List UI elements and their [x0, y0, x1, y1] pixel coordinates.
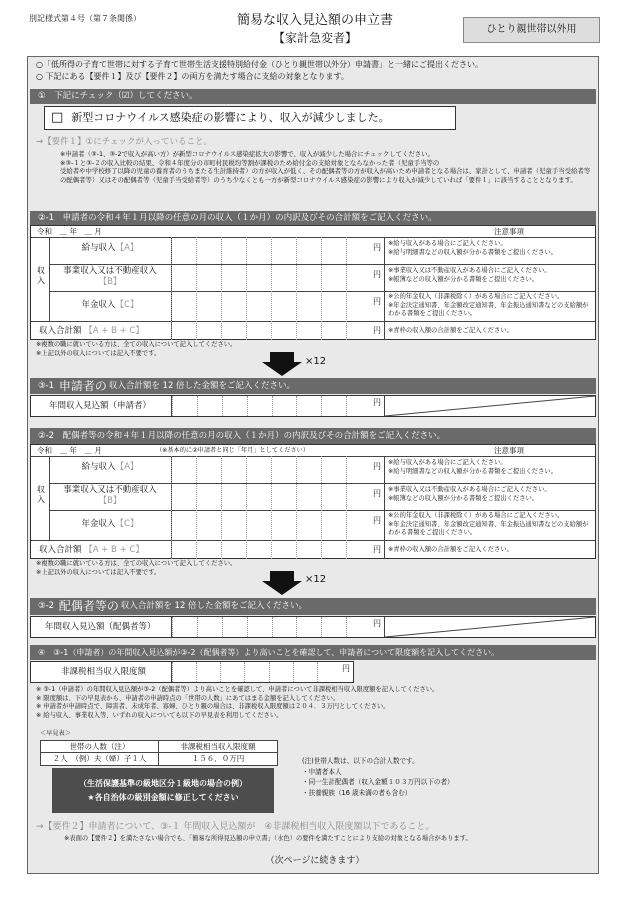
section4-header: ④ ③-1（申請者）の年間収入見込額が③-2（配偶者等）より高いことを確認して、申請者について限度額を記入してください。	[30, 645, 596, 660]
yen-unit: 円	[342, 664, 350, 673]
page-subtitle: 【家計急変者】	[272, 31, 357, 45]
quick-row-limit: １５６．０万円	[159, 753, 278, 765]
form-number: 別記様式第４号（第７条関係）	[29, 14, 141, 23]
household-count-notes: (注)世帯人数は、以下の合計人数です。 ・申請者本人 ・同一生計配偶者（収入金額１０３万円以下の者） ・扶養親族（16 歳未満の者も含む）	[302, 757, 454, 797]
annual-income-applicant-input[interactable]	[171, 396, 371, 416]
yen-unit: 円	[373, 243, 381, 252]
yen-unit: 円	[373, 297, 381, 306]
section2-1-header: ②-1 申請者の令和４年１月以降の任意の月の収入（１か月）の内訳及びその合計額をご記入ください。	[30, 211, 596, 225]
annual-income-applicant-row	[30, 395, 596, 417]
salary-note: ※給与収入がある場合にご記入ください。 ※給与明細書などの収入額が分かる書類をご提出ください。	[388, 240, 557, 256]
quick-header-people: 世帯の人数（注）	[41, 741, 159, 753]
section3-2-header: ③-2 配偶者等の 収入合計額を 12 倍した金額をご記入ください。	[30, 598, 596, 615]
total-note: ※青枠の収入額の合計額をご記入ください。	[388, 327, 513, 334]
business-income-label: 事業収入又は不動産収入 【B】	[63, 485, 157, 506]
quick-header-limit: 非課税相当収入限度額	[159, 741, 278, 753]
local-adjustment-banner: （生活保護基準の級地区分１級地の場合の例） ★各自治体の級別金額に修正してください	[52, 768, 274, 813]
limit-amount-label: 非課税相当収入限度額	[61, 667, 147, 677]
diagonal-slash	[385, 617, 595, 637]
checkbox-label: 新型コロナウイルス感染症の影響により、収入が減少しました。	[71, 111, 390, 125]
limit-amount-input[interactable]	[171, 662, 341, 682]
req1-note: ※申請者（③-1、③-2で収入が高い方）が新型コロナウイルス感染症拡大の影響で、収入が減少した場合にチェックしてください。	[60, 150, 434, 158]
checkbox[interactable]: □	[51, 109, 64, 125]
pension-note: ※公的年金収入（非課税除く）がある場合にご記入ください。 ※年金決定通知書、年金額改定通知書、年金振込通知書などの支給額がわかる書類をご提出ください。	[388, 293, 589, 317]
date-label: 令和 ＿ 年 ＿ 月	[37, 446, 102, 455]
intro-line-2: ○ 下記にある【要件１】及び【要件２】の両方を満たす場合に支給の対象となります。	[36, 72, 349, 81]
salary-income-label: 給与収入【A】	[81, 462, 139, 472]
annual-income-spouse-label: 年間収入見込額（配偶者等）	[45, 622, 156, 632]
down-arrow-icon	[262, 571, 302, 595]
date-note: （※基本的に②申請者と同じ「年月」としてください）	[156, 447, 310, 454]
form-type-badge: ひとり親世帯以外用	[463, 17, 600, 43]
pension-note: ※公的年金収入（非課税除く）がある場合にご記入ください。 ※年金決定通知書、年金額改定通知書、年金振込通知書などの支給額がわかる書類をご提出ください。	[388, 512, 589, 536]
salary-income-label: 給与収入【A】	[81, 243, 139, 253]
total-income-label: 収入合計額 【A + B + C】	[39, 326, 144, 336]
amount-cells[interactable]	[171, 237, 371, 340]
annual-income-applicant-label: 年間収入見込額（申請者）	[49, 401, 152, 411]
requirement2-note: ※表面の【要件２】を満たさない場合でも、「簡易な所得見込額の申立書」（水色）の要件を満たすことにより支給の対象となる場合があります。	[64, 835, 472, 842]
yen-unit: 円	[373, 619, 381, 628]
yen-unit: 円	[373, 398, 381, 407]
page-title: 簡易な収入見込額の申立書	[236, 13, 393, 28]
total-income-label: 収入合計額 【A + B + C】	[39, 545, 144, 555]
section2-2-header: ②-2 配偶者等の令和４年１月以降の任意の月の収入（１か月）の内訳及びその合計額をご記入ください。	[30, 428, 596, 444]
business-income-label: 事業収入又は不動産収入 【B】	[63, 266, 157, 287]
diagonal-slash	[385, 396, 595, 416]
yen-unit: 円	[373, 516, 381, 525]
date-label: 令和 ＿ 年 ＿ 月	[37, 227, 102, 236]
limit-amount-row	[30, 661, 354, 683]
income-table-spouse	[30, 444, 596, 559]
pension-income-label: 年金収入【C】	[81, 300, 139, 310]
annual-income-spouse-input[interactable]	[171, 617, 371, 637]
requirement1-notes	[60, 150, 595, 185]
income-side-label: 収入	[37, 485, 45, 504]
total-note: ※青枠の収入額の合計額をご記入ください。	[388, 546, 513, 553]
yen-unit: 円	[373, 270, 381, 279]
section4-notes: ※ ③-1（申請者）の年間収入見込額が③-2（配偶者等）より高いことを確認して、申請者について非課税相当収入限度額を記入してください。 ※ 限度額は、下の早見表から、申請者の申請時点の「世帯の人数」にあてはまる金額を記入してください。 ※ 申請者が申請時点で、障害者、未成年者、寡婦、ひとり親の場合は、非課税収入限度額は２０４．３万円としてください。 ※ 給与収入、事業収入等、いずれの収入についても以下の早見表を利用してください。	[36, 686, 439, 719]
requirement1-title: →【要件１】①にチェックが入っていること。	[36, 137, 212, 147]
quick-row-people: ２人 （例）夫（婦）子１人	[41, 753, 159, 765]
requirement2-title: →【要件２】申請者について、③-１ 年間収入見込額が ④非課税相当収入限度額以下であること。	[36, 822, 435, 832]
section3-1-header: ③-1 申請者の 収入合計額を 12 倍した金額をご記入ください。	[30, 378, 596, 394]
intro-line-1: ○「低所得の子育て世帯に対する子育て世帯生活支援特別給付金（ひとり親世帯以外分）申請書」と一緒にご提出ください。	[36, 60, 483, 69]
covid-check-box[interactable]	[44, 106, 456, 130]
down-arrow-icon	[262, 352, 302, 376]
pension-income-label: 年金収入【C】	[81, 519, 139, 529]
business-note: ※事業収入又は不動産収入がある場合にご記入ください。 ※帳簿などの収入額が分かる書類をご提出ください。	[388, 486, 551, 502]
section1-header: ① 下記にチェック（☑）してください。	[30, 89, 596, 104]
multiply-label: ×12	[305, 574, 327, 585]
income-side-label: 収入	[37, 266, 45, 285]
yen-unit: 円	[373, 545, 381, 554]
business-note: ※事業収入又は不動産収入がある場合にご記入ください。 ※帳簿などの収入額が分かる書類をご提出ください。	[388, 267, 551, 283]
annual-income-spouse-row	[30, 616, 596, 638]
req1-note: 受給者や中学校修了以降の児童の養育者のうちまたる生計維持者）の方が収入が低く、その配偶者等の方が収入が高いため申請者となる場合は、家計として、申請者（児童手当受給者等の配偶者等）又はその配偶者等（児童手当受給者等）のうち少なくとも一方が新型コロナウイルス感染症の影響により収入が減少していれば「要件１」に該当することとなります。	[60, 167, 591, 184]
notes-head: 注意事項	[494, 227, 524, 236]
quick-table-title: ＜早見表＞	[40, 730, 71, 737]
salary-note: ※給与収入がある場合にご記入ください。 ※給与明細書などの収入額が分かる書類をご提出ください。	[388, 459, 557, 475]
continued-footer: （次ページに続きます）	[265, 856, 365, 866]
amount-cells[interactable]	[171, 456, 371, 559]
notes-head: 注意事項	[494, 446, 524, 455]
income-table-applicant	[30, 225, 596, 340]
section2-2-footnotes: ※複数の職に就いている方は、全ての収入について記入してください。 ※上記以外の収入については記入不要です。	[36, 560, 237, 576]
multiply-label: ×12	[305, 356, 327, 367]
quick-reference-table	[40, 740, 278, 766]
yen-unit: 円	[373, 326, 381, 335]
section2-1-footnotes: ※複数の職に就いている方は、全ての収入について記入してください。 ※上記以外の収入については記入不要です。	[36, 341, 237, 357]
yen-unit: 円	[373, 462, 381, 471]
yen-unit: 円	[373, 489, 381, 498]
req1-note: ※③-１と③-２の収入比較の結果、令和４年度分の市町村民税均等割が課税のため給付金の支給対象とならなかった者（児童手当等の	[60, 158, 440, 167]
